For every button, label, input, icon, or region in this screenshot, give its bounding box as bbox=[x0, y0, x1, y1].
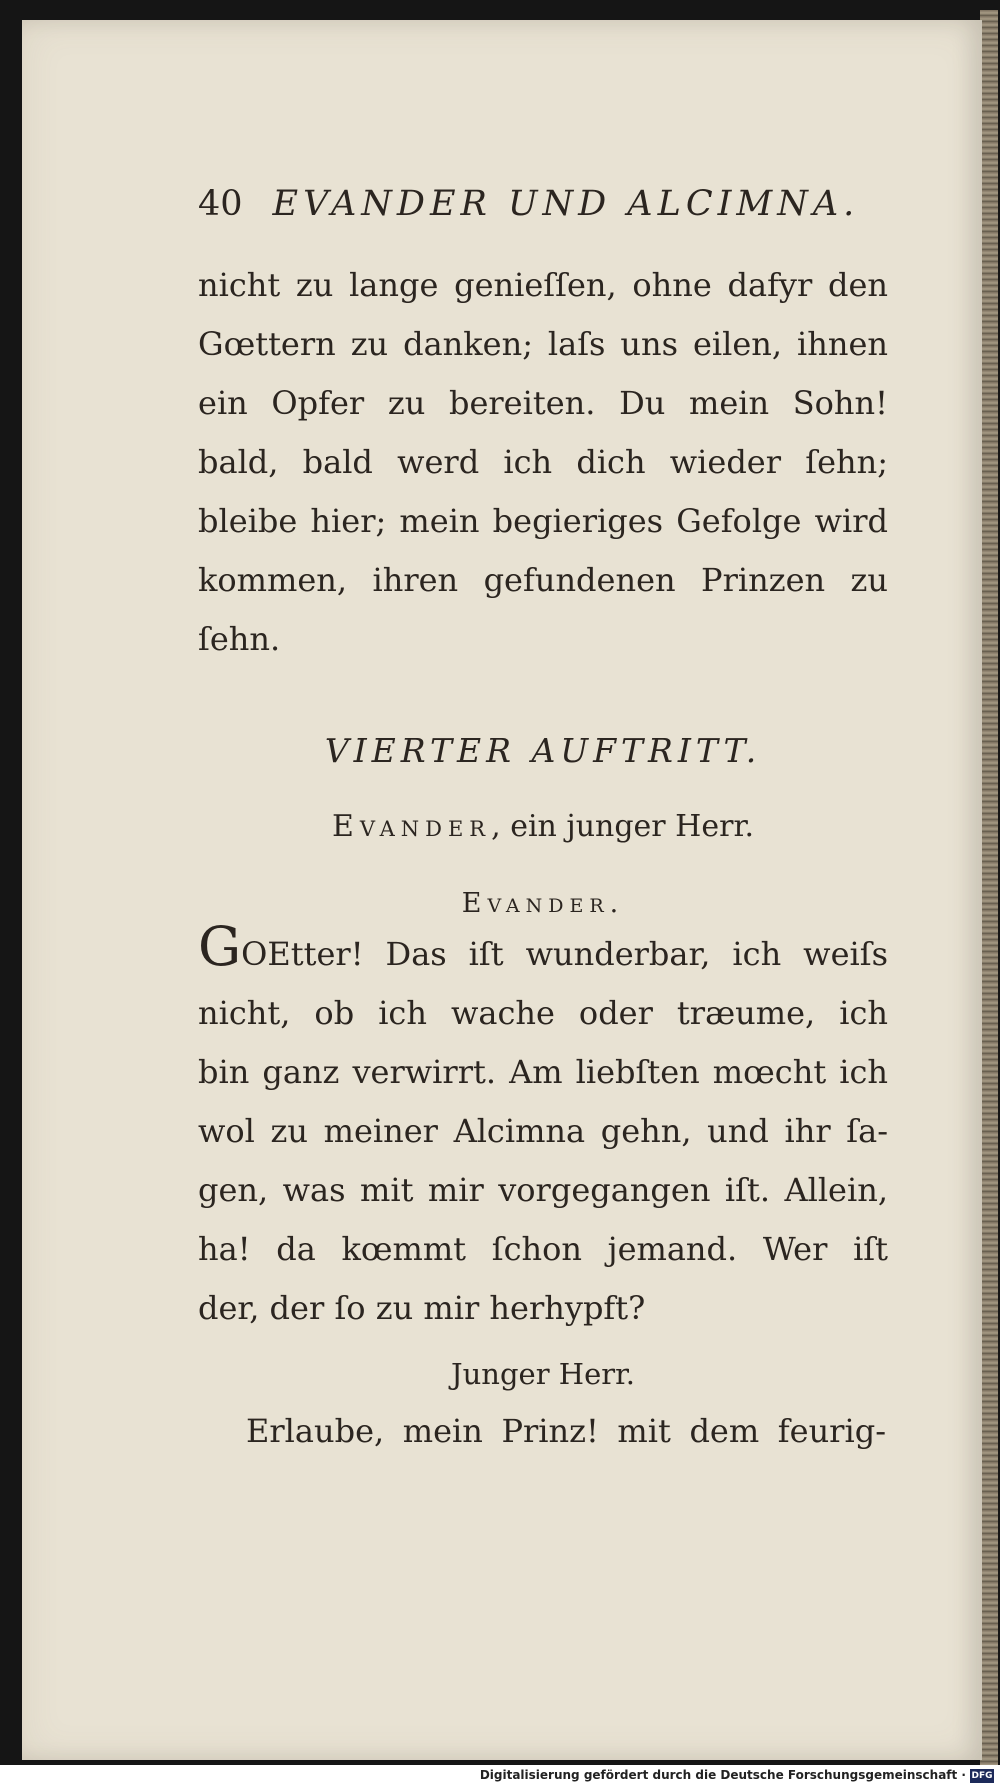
running-title: EVANDER UND ALCIMNA. bbox=[272, 184, 860, 224]
drop-cap: G bbox=[198, 925, 242, 978]
cast-list bbox=[198, 804, 888, 850]
speaker-junger-herr: Junger Herr. bbox=[451, 1357, 635, 1391]
cast-name-evander: Evander bbox=[331, 809, 492, 844]
text-line: Gœttern zu danken; laſs uns eilen, ihnen bbox=[198, 325, 888, 363]
paragraph-1 bbox=[198, 256, 888, 669]
page-number: 40 bbox=[198, 184, 243, 224]
text-line: ha! da kœmmt ſchon jemand. Wer iſt bbox=[198, 1230, 888, 1268]
credit-text: Digitalisierung gefördert durch die Deutsche Forschungsgemeinschaft · bbox=[479, 1768, 966, 1782]
text-line: bleibe hier; mein begieriges Gefolge wird bbox=[198, 502, 888, 540]
paragraph-2 bbox=[198, 925, 888, 1338]
text-line: wol zu meiner Alcimna gehn, und ihr ſa- bbox=[198, 1112, 888, 1150]
dfg-logo: DFG bbox=[971, 1771, 993, 1781]
text-line: der, der ſo zu mir herhypft? bbox=[198, 1289, 646, 1327]
first-line-rest: OEtter! Das iſt wunderbar, ich weiſs bbox=[241, 935, 888, 973]
text-line: bald, bald werd ich dich wieder ſehn; bbox=[198, 443, 888, 481]
credit-bar bbox=[0, 1765, 1000, 1790]
paragraph-3: Erlaube, mein Prinz! mit dem feurig- bbox=[246, 1412, 886, 1450]
speaker-evander: Evander. bbox=[461, 888, 625, 919]
text-line: gen, was mit mir vorgegangen iſt. Allein, bbox=[198, 1171, 888, 1209]
text-line: nicht zu lange genieſſen, ohne dafyr den bbox=[198, 266, 888, 304]
text-line: ſehn. bbox=[198, 620, 281, 658]
cast-rest: , ein junger Herr. bbox=[491, 809, 755, 844]
text-line: ein Opfer zu bereiten. Du mein Sohn! bbox=[198, 384, 888, 422]
scene-heading: VIERTER AUFTRITT. bbox=[324, 731, 762, 770]
text-line: bin ganz verwirrt. Am liebſten mœcht ich bbox=[198, 1053, 888, 1091]
book-fore-edge bbox=[980, 10, 998, 1765]
text-line: kommen, ihren gefundenen Prinzen zu bbox=[198, 561, 888, 599]
text-line bbox=[198, 925, 888, 984]
text-line: nicht, ob ich wache oder træume, ich bbox=[198, 994, 888, 1032]
running-header bbox=[198, 180, 860, 228]
